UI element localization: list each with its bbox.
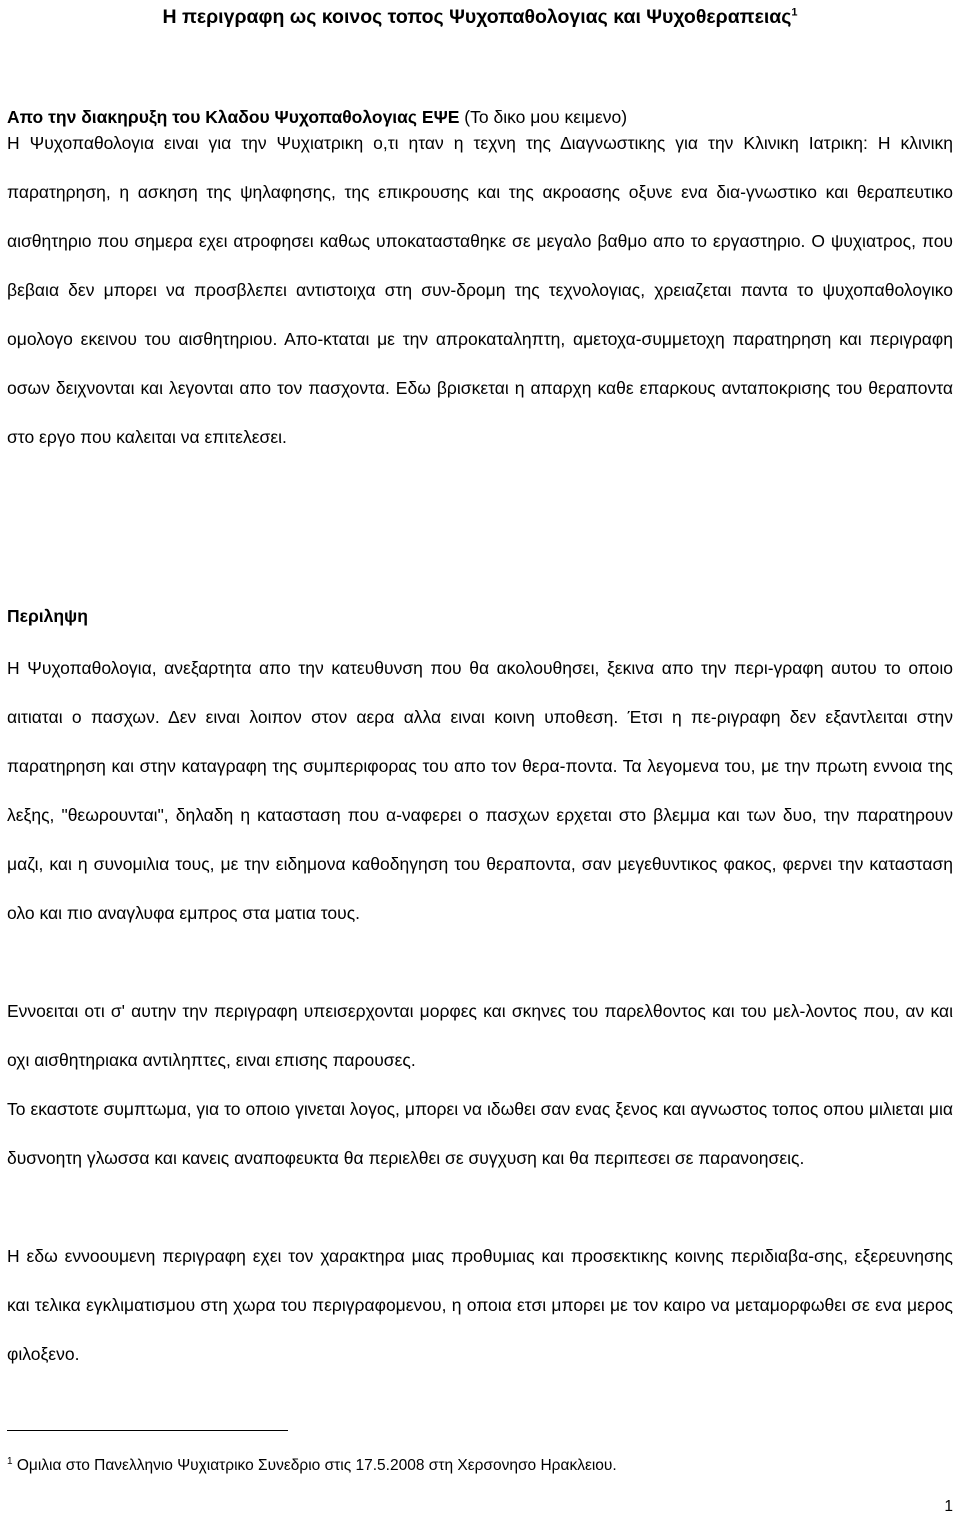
declaration-paragraph: Η Ψυχοπαθολογια ειναι για την Ψυχιατρικη ο,τι ηταν η τεχνη της Διαγνωστικης για την Κλινικη Ιατρικη: Η κλινικη παρατηρηση, η ασκηση της ψηλαφησης, της επικρουσης και της ακροασης οξυνε ενα δια-γνωστικο και θεραπευτικο αισθητηριο που σημερα εχει ατροφησει καθως υποκατασταθηκε σε μεγαλο βαθμο απο το εργαστηριο. Ο ψυχιατρος, που βεβαια δεν μπορει να προσβλεπει αντιστοιχα στη συν-δρομη της τεχνολογιας, χρειαζεται παντα το ψυχοπαθολογικο ομολογο εκεινου του αισθητηριου. Απο-κταται με την απροκαταληπτη, αμετοχα-συμμετοχη παρατηρηση και περιγραφη οσων δειχνονται και λεγονται απο τον πασχοντα. Εδω βρισκεται η απαρχη καθε επαρκους ανταποκρισης του θεραποντα στο εργο που καλειται να επιτελεσει. — [7, 133, 953, 447]
footnote-text: Ομιλια στο Πανελληνιο Ψυχιατρικο Συνεδριο στις 17.5.2008 στη Χερσονησο Ηρακλειου. — [12, 1457, 617, 1474]
summary-paragraph-1: Η Ψυχοπαθολογια, ανεξαρτητα απο την κατευθυνση που θα ακολουθησει, ξεκινα απο την περι-γραφη αυτου το οποιο αιτιαται ο πασχων. Δεν ειναι λοιπον στον αερα αλλα ειναι κοινη υποθεση. Έτσι η πε-ριγραφη δεν εξαντλειται στην παρατηρηση και στην καταγραφη της συμπεριφορας του απο τον θερα-ποντα. Τα λεγομενα του, με την πρωτη εννοια της λεξης, "θεωρουνται", δηλαδη η κατασταση που α-ναφερει ο πασχων ερχεται στο βλεμμα και των δυο, την παρατηρουν μαζι, και η συνομιλια τους, με την ειδημονα καθοδηγηση του θεραποντα, σαν μεγεθυντικος φακος, φερνει την κατασταση ολο και πιο αναγλυφα εμπρος στα ματια τους. — [7, 658, 953, 923]
document-title-text: Η περιγραφη ως κοινος τοπος Ψυχοπαθολογιας και Ψυχοθεραπειας — [162, 6, 792, 28]
summary-heading: Περιληψη — [7, 606, 88, 626]
footnote-marker: 1 — [7, 1455, 13, 1467]
summary-paragraph-3: Το εκαστοτε συμπτωμα, για το οποιο γινεται λογος, μπορει να ιδωθει σαν ενας ξενος και αγνωστος τοπος οπου μιλιεται μια δυσνοητη γλωσσα και κανεις αναποφευκτα θα περιελθει σε συγχυση και θα περιπεσει σε παρανοησεις. — [7, 1099, 953, 1168]
footnote — [7, 1456, 617, 1476]
summary-paragraph-2: Εννοειται οτι σ' αυτην την περιγραφη υπεισερχονται μορφες και σκηνες του παρελθοντος και του μελ-λοντος που, αν και οχι αισθητηριακα αντιληπτες, ειναι επισης παρουσες. — [7, 1001, 953, 1070]
declaration-note: (Το δικο μου κειμενο) — [459, 107, 628, 127]
declaration-heading: Απο την διακηρυξη του Κλαδου Ψυχοπαθολογιας ΕΨΕ — [7, 107, 460, 127]
page-number: 1 — [944, 1498, 953, 1515]
summary-paragraph-4: Η εδω εννοουμενη περιγραφη εχει τον χαρακτηρα μιας προθυμιας και προσεκτικης κοινης περιδιαβα-σης, εξερευνησης και τελικα εγκλιματισμου στη χωρα του περιγραφομενου, η οποια ετσι μπορει με τον καιρο να μεταμορφωθει σε ενα μερος φιλοξενο. — [7, 1246, 953, 1364]
title-footnote-marker: 1 — [791, 6, 798, 19]
footnote-separator — [7, 1430, 288, 1431]
document-title — [0, 2, 960, 32]
